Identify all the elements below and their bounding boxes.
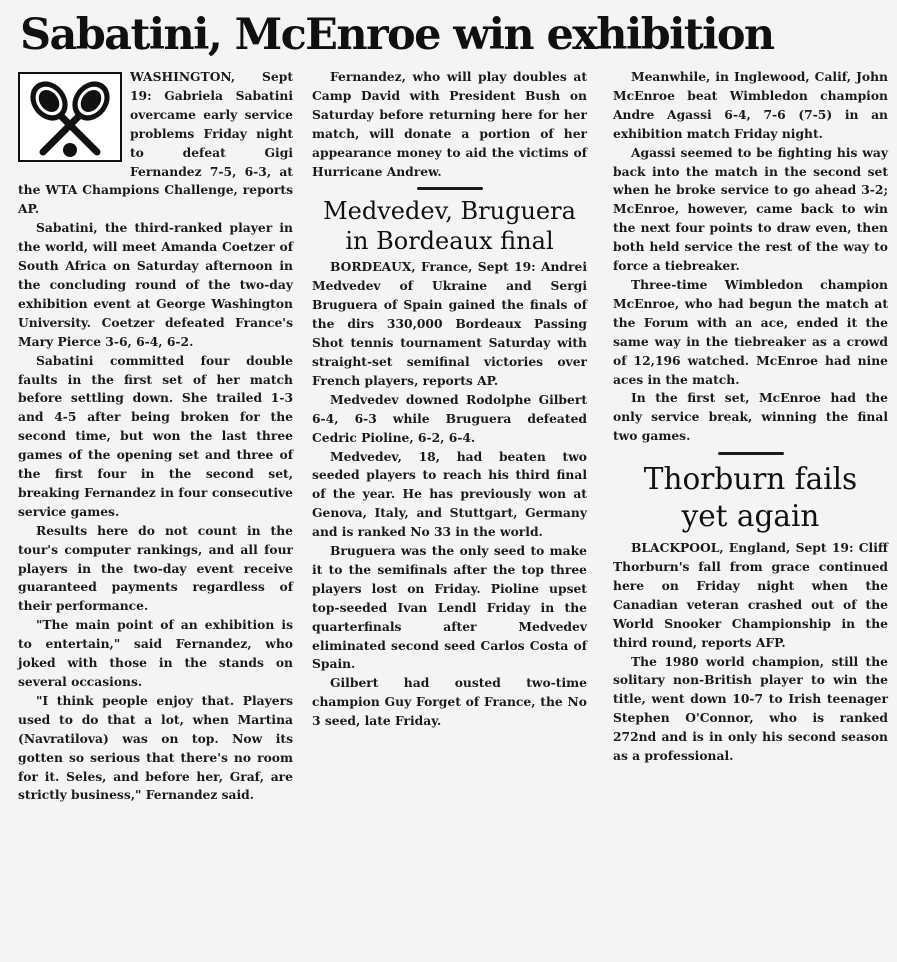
story3-headline-line: yet again xyxy=(681,499,820,534)
story3-paragraph: BLACKPOOL, England, Sept 19: Cliff Thorburn's fall from grace continued here on Friday night when the Canadian veteran crashed out of the World Snooker Championship in the third round, reports AFP. xyxy=(613,540,888,650)
section-divider xyxy=(718,452,784,455)
story1-cont-paragraph: Three-time Wimbledon champion McEnroe, who had begun the match at the Forum with an ace, ended it the same way in the tiebreaker as a crowd of 12,196 watched. McEnroe had nine aces in the match. xyxy=(613,276,888,387)
story2-paragraph: BORDEAUX, France, Sept 19: Andrei Medvedev of Ukraine and Sergi Bruguera of Spain gained the finals of the dirs 330,000 Bordeaux Passing Shot tennis tournament Saturday with straight-set semifinal victories over French players, reports AP. xyxy=(312,259,587,388)
story2-headline xyxy=(312,196,587,256)
main-headline: Sabatini, McEnroe win exhibition xyxy=(20,10,774,60)
story3-headline-line: Thorburn fails xyxy=(643,462,858,497)
story2-headline-line: Medvedev, Bruguera xyxy=(323,197,576,226)
story1-paragraph: "I think people enjoy that. Players used to do that a lot, when Martina (Navratilova) was on top. Now its gotten so serious that there's no room for it. Seles, and before her, Graf, are strictly business," Fernandez said. xyxy=(18,692,293,803)
column-3 xyxy=(613,68,888,766)
story3-headline xyxy=(613,461,888,535)
story1-paragraph: Results here do not count in the tour's computer rankings, and all four players in the two-day event receive guaranteed payments regardless of their performance. xyxy=(18,522,293,614)
story2-paragraph: Bruguera was the only seed to make it to the semifinals after the top three players lost on Friday. Pioline upset top-seeded Ivan Lendl Friday in the quarterfinals after Medvedev eliminated second seed Carlos Costa of Spain. xyxy=(312,543,587,672)
story1-paragraph: "The main point of an exhibition is to entertain," said Fernandez, who joked with those in the stands on several occasions. xyxy=(18,617,293,689)
story2-headline-line: in Bordeaux final xyxy=(345,227,554,256)
story2-paragraph: Medvedev, 18, had beaten two seeded players to reach his third final of the year. He has previously won at Genova, Italy, and Stuttgart, Germany and is ranked No 33 in the world. xyxy=(312,448,587,540)
crossed-tennis-rackets-icon xyxy=(18,72,122,162)
story1-cont-paragraph: Meanwhile, in Inglewood, Calif, John McEnroe beat Wimbledon champion Andre Agassi 6-4, 7-6 (7-5) in an exhibition match Friday night. xyxy=(613,69,888,141)
story1-paragraph: Fernandez, who will play doubles at Camp David with President Bush on Saturday before returning here for her match, will donate a portion of her appearance money to aid the victims of Hurricane Andrew. xyxy=(312,69,587,179)
story2-paragraph: Gilbert had ousted two-time champion Guy Forget of France, the No 3 seed, late Friday. xyxy=(312,675,587,729)
section-divider xyxy=(417,187,483,190)
story3-paragraph: The 1980 world champion, still the solitary non-British player to win the title, went down 10-7 to Irish teenager Stephen O'Connor, who is ranked 272nd and is in only his second season as a professional. xyxy=(613,653,888,764)
column-2 xyxy=(312,68,587,731)
story1-cont-paragraph: In the first set, McEnroe had the only service break, winning the final two games. xyxy=(613,390,888,444)
story1-paragraph: Sabatini committed four double faults in the first set of her match before settling down. She trailed 1-3 and 4-5 after being broken for the second time, but won the last three games of the opening set and three of the first four in the second set, breaking Fernandez in four consecutive service games. xyxy=(18,352,293,519)
story2-paragraph: Medvedev downed Rodolphe Gilbert 6-4, 6-3 while Bruguera defeated Cedric Pioline, 6-2, 6-4. xyxy=(312,391,587,445)
column-1 xyxy=(18,68,293,805)
story1-paragraph: WASHINGTON, Sept 19: Gabriela Sabatini overcame early service problems Friday night to defeat Gigi Fernandez 7-5, 6-3, at the WTA Champions Challenge, reports AP. xyxy=(18,69,293,217)
story1-paragraph: Sabatini, the third-ranked player in the world, will meet Amanda Coetzer of South Africa on Saturday afternoon in the concluding round of the two-day exhibition event at George Washington University. Coetzer defeated France's Mary Pierce 3-6, 6-4, 6-2. xyxy=(18,220,293,349)
story1-cont-paragraph: Agassi seemed to be fighting his way back into the match in the second set when he broke service to go ahead 3-2; McEnroe, however, came back to win the next four points to draw even, then both held service the rest of the way to force a tiebreaker. xyxy=(613,144,888,274)
